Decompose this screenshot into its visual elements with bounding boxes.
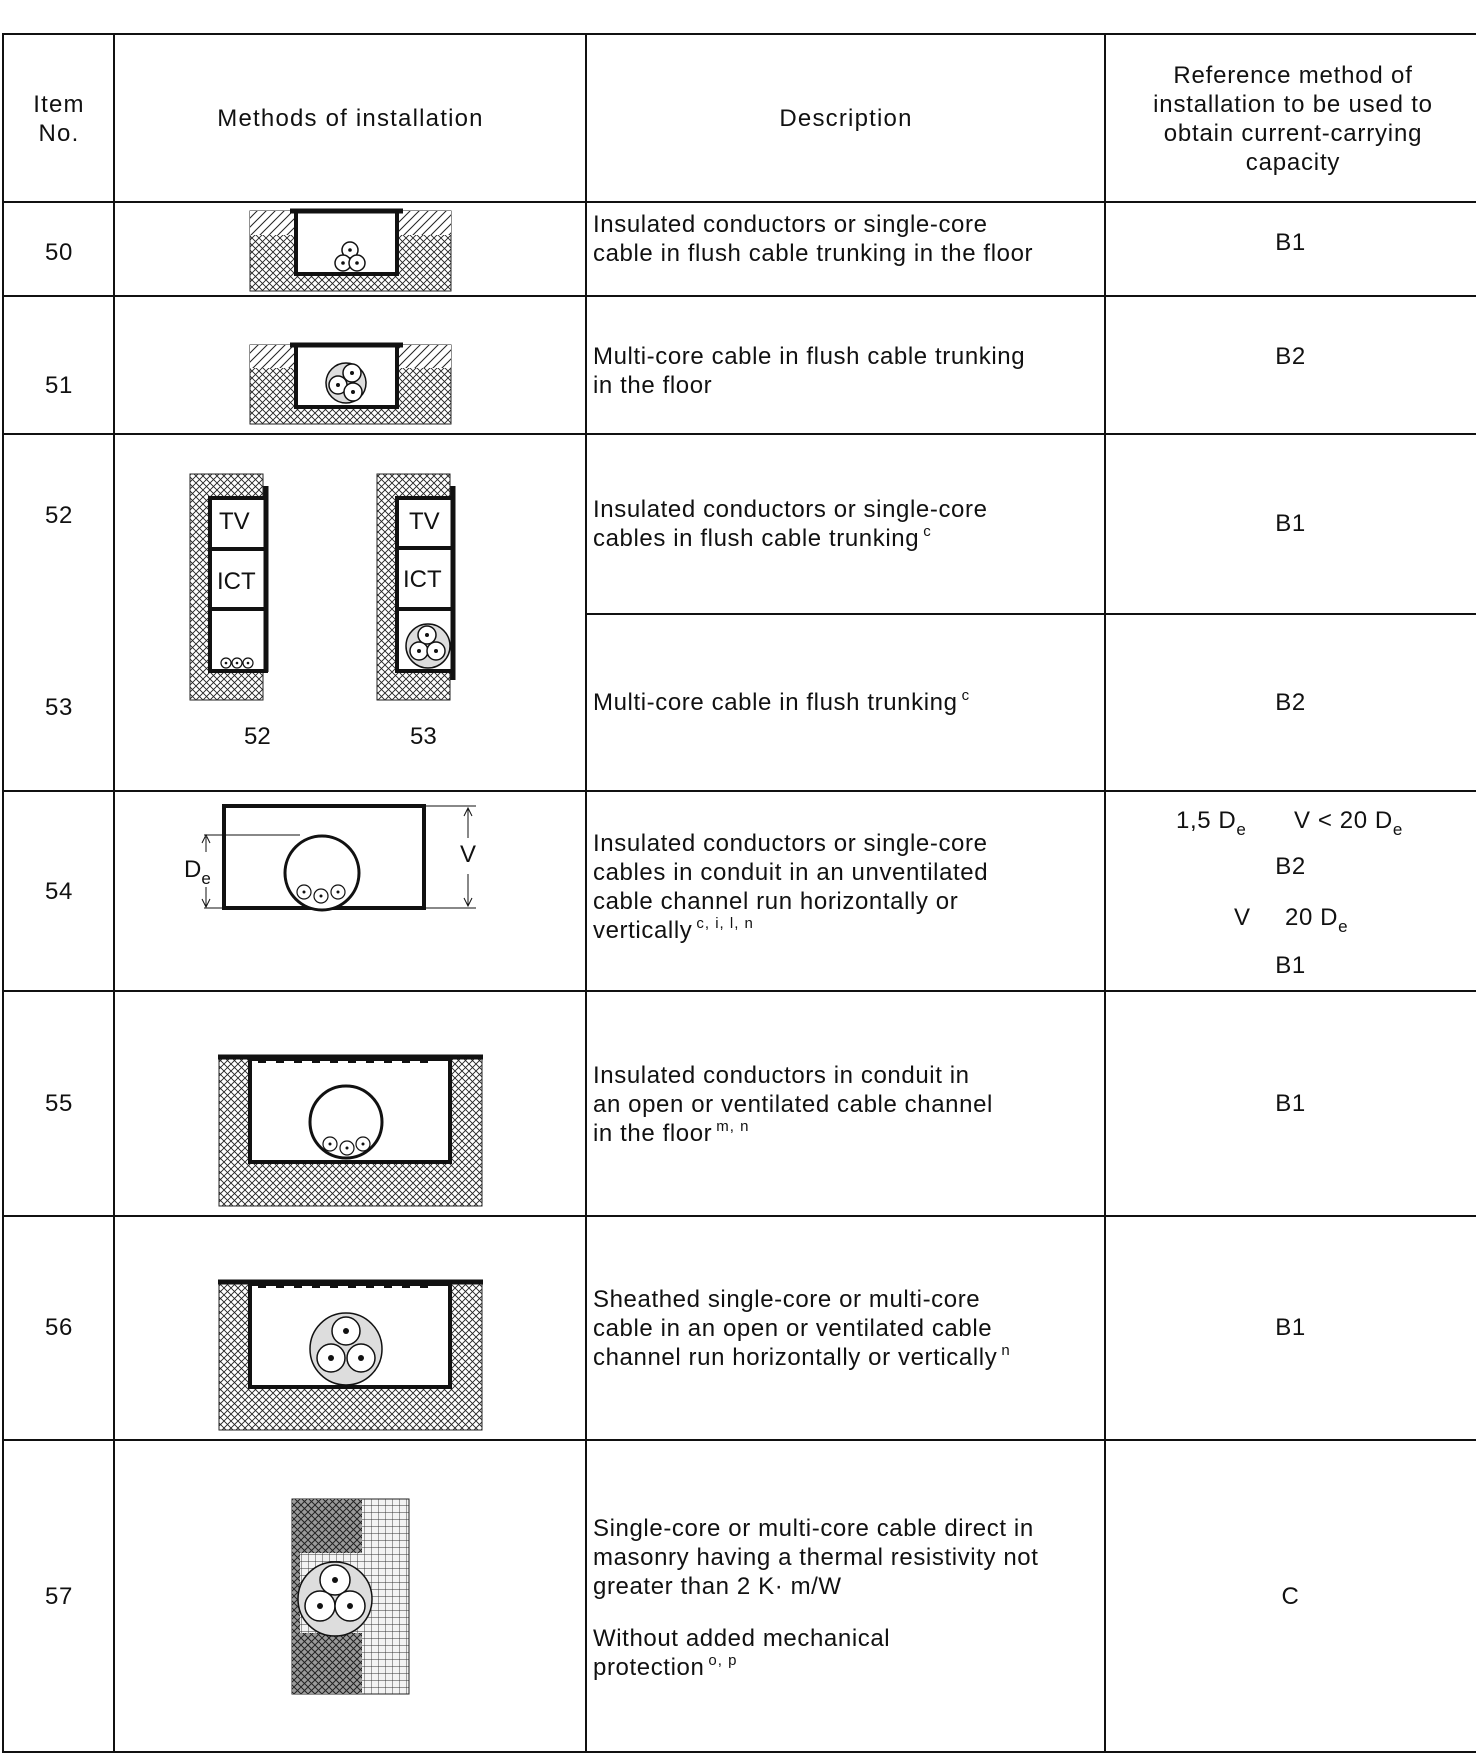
reference-50: B1 <box>1275 228 1306 256</box>
footnote-mark: c, i, l, n <box>696 915 754 932</box>
header-description: Description <box>779 105 913 132</box>
item-number-52: 52 <box>45 501 73 529</box>
diagram-51 <box>250 345 451 424</box>
header-reference: Reference method of installation to be used to obtain current-carrying capacity <box>1153 61 1433 176</box>
tv-label-53: TV <box>409 508 440 535</box>
item-number-53: 53 <box>45 693 73 721</box>
diagram-50 <box>250 211 451 291</box>
item-number-54: 54 <box>45 877 73 905</box>
tv-label-52: TV <box>219 508 250 535</box>
diagram-56 <box>218 1280 483 1430</box>
reference-54-line1b: V < 20 $D_e$ <box>1294 807 1403 839</box>
description-53: Multi-core cable in flush trunking $^c$ <box>593 687 971 716</box>
reference-54-line3b: 20 $D_e$ <box>1285 904 1349 936</box>
item-number-55: 55 <box>45 1089 73 1117</box>
header-methods: Methods of installation <box>217 105 484 132</box>
footnote-mark: o, p <box>708 1652 738 1669</box>
description-54: Insulated conductors or single-core cables in conduit in an unventilated cable channel run horizontally or vertically $^{c, i, l, n}$ <box>593 830 989 944</box>
item-number-56: 56 <box>45 1313 73 1341</box>
v-label: V <box>460 841 477 868</box>
diagram-57 <box>292 1499 409 1694</box>
ict-label-53: ICT <box>403 566 442 593</box>
description-57: Single-core or multi-core cable direct in masonry having a thermal resistivity not greater than 2 K· m/W <box>593 1515 1039 1600</box>
reference-55: B1 <box>1275 1089 1306 1117</box>
reference-54-line2: B2 <box>1275 853 1306 880</box>
reference-52: B1 <box>1275 509 1306 537</box>
footnote-mark: m, n <box>716 1118 750 1135</box>
reference-54-line1: 1,5 $D_e$ <box>1176 807 1247 839</box>
description-57-note: Without added mechanical protection $^{o, p}$ <box>593 1625 891 1681</box>
diagram-54 <box>202 806 476 910</box>
reference-51: B2 <box>1275 342 1306 370</box>
item-number-51: 51 <box>45 371 73 399</box>
footnote-mark: n <box>1001 1342 1011 1359</box>
item-number-50: 50 <box>45 238 73 266</box>
ict-label-52: ICT <box>217 568 256 595</box>
description-50: Insulated conductors or single-core cable in flush cable trunking in the floor <box>593 211 1034 267</box>
footnote-mark: c <box>923 523 932 540</box>
caption-52: 52 <box>244 723 271 750</box>
footnote-mark: c <box>961 687 971 704</box>
header-item: Item No. <box>33 90 85 147</box>
caption-53: 53 <box>410 723 437 750</box>
description-51: Multi-core cable in flush cable trunking in the floor <box>593 343 1026 399</box>
reference-54-line4: B1 <box>1275 952 1306 979</box>
description-56: Sheathed single-core or multi-core cable in an open or ventilated cable channel run horizontally or vertically $^n$ <box>593 1286 1011 1371</box>
item-number-57: 57 <box>45 1582 73 1610</box>
description-52: Insulated conductors or single-core cables in flush cable trunking $^c$ <box>593 496 988 552</box>
de-label: $D_e$ <box>184 856 211 888</box>
reference-54-line3a: V <box>1234 904 1251 931</box>
description-55: Insulated conductors in conduit in an open or ventilated cable channel in the floor $^{m, n}$ <box>593 1062 993 1147</box>
reference-53: B2 <box>1275 688 1306 716</box>
diagram-55 <box>218 1055 483 1206</box>
reference-56: B1 <box>1275 1313 1306 1341</box>
reference-57: C <box>1281 1582 1300 1610</box>
